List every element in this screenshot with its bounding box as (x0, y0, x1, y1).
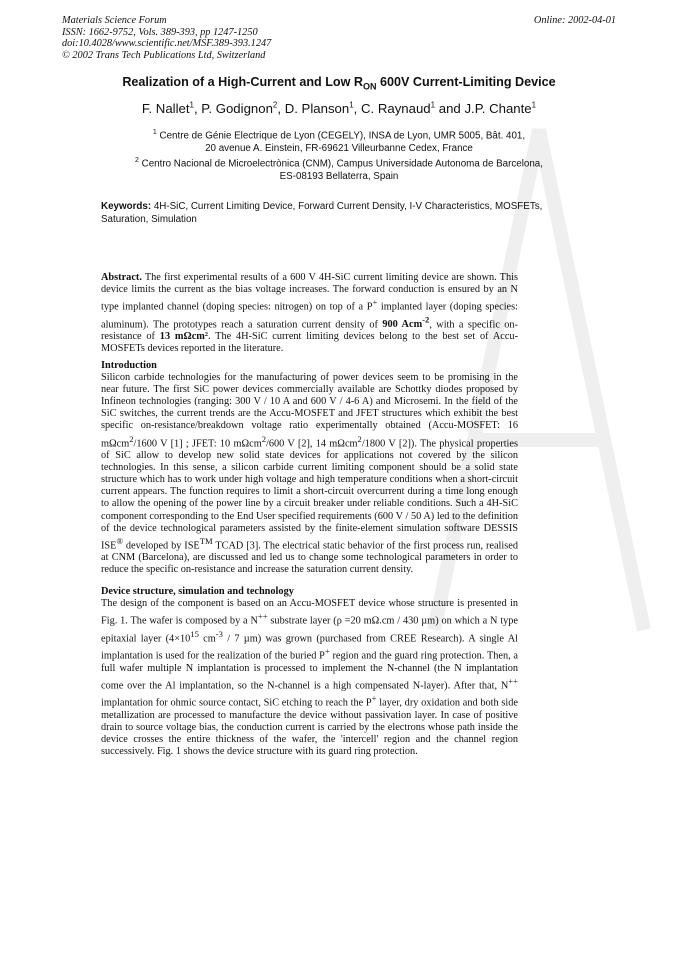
section-heading: Introduction (101, 360, 157, 371)
doi-link[interactable]: doi:10.4028/www.scientific.net/MSF.389-393.1247 (62, 38, 272, 49)
journal-header (62, 15, 271, 61)
paper-title: Realization of a High-Current and Low $R_{ON}$ 600V Current-Limiting Device (122, 75, 556, 92)
journal-name: Materials Science Forum (62, 15, 167, 26)
author: F. Nallet$^1$, (141, 101, 202, 117)
introduction-paragraph: Silicon carbide technologies for the manufacturing of power devices seem to be promising in the near future. The first SiC power devices commercially available are Schottky diodes proposed by Infineon technologies (ranging: 300 V / 10 A and 600 V / 4-6 A) and Microsemi. In the field of the SiC switches, the current trends are the Accu-MOSFET and JFET structures which exhibit the best specific on-resistance/breakdown voltage ratio experimentally obtained (Accu-MOSFET: 16 mΩcm$^2$/1600 V [1] ; JFET: 10 mΩcm$^2$/600 V [2], 14 mΩcm$^2$/1800 V [2]). The physical properties of SiC allow to develop new solid state devices for applications not covered by the silicon technologies. In this sense, a silicon carbide current limiting component should be a solid state structure which has to work under high voltage and high temperature conditions when a short-circuit current appears. The function requires to limit a short-circuit overcurrent during a time long enough to allow the opening of the power line by a circuit breaker under reliable conditions. Such a 4H-SiC component corresponding to the End User specified requirements (600 V / 50 A) led to the definition of the device technological parameters assisted by the finite-element simulation software DESSIS ISE® developed by ISE™ TCAD [3]. The electrical static behavior of the first process run, realised at CNM (Barcelona), are discussed and led us to change some technological parameters in order to reduce the specific on-resistance and increase the saturation current density. (101, 372, 519, 576)
author: D. Planson$^1$, (284, 101, 361, 117)
issn-line: ISSN: 1662-9752, Vols. 389-393, pp 1247-1250 (62, 26, 258, 38)
author-list (60, 101, 618, 116)
keywords: Keywords: 4H-SiC, Current Limiting Device, Forward Current Density, I-V Characteristics, MOSFETs, Saturation, Simulation (101, 201, 543, 225)
device-paragraph: The design of the component is based on an Accu-MOSFET device whose structure is presented in Fig. 1. The wafer is composed by a N++ substrate layer (ρ =20 mΩ.cm / 430 µm) on which a N type epitaxial layer ($4\times 10^{15}$ $cm^{-3} / 7$ µm) was grown (purchased from CREE Research). A single Al implantation is used for the realization of the buried P+ region and the guard ring protection. Then, a full wafer multiple N implantation is processed to implement the N-channel (the N implantation come over the Al implantation, so the N-channel is a high compensated N-layer). After that, N++ implantation for ohmic source contact, SiC etching to reach the P+ layer, dry oxidation and both side metallization are processed to manufacture the device without passivation layer. In case of positive drain to source voltage bias, the conduction current is carried by the electrons whose path inside the device crosses the entire thickness of the wafer, the 'intercell' region and the channel region successively. Fig. 1 shows the device structure with its guard ring protection. (101, 598, 519, 758)
author: J.P. Chante$^1$ (464, 101, 537, 117)
introduction-section (101, 360, 518, 576)
online-date: Online: 2002-04-01 (533, 15, 616, 26)
author: P. Godignon$^2$, (201, 101, 285, 117)
section-heading: Device structure, simulation and technology (101, 586, 294, 597)
affiliation-2: $^2$ Centro Nacional de Microelectrònica (CNM), Campus Universidade Autonoma de Barcelona, ES-08193 Bellaterra, Spain (135, 157, 543, 182)
device-structure-section (101, 586, 518, 758)
copyright-line: © 2002 Trans Tech Publications Ltd, Switzerland (62, 49, 266, 61)
abstract: Abstract. The first experimental results of a 600 V 4H-SiC current limiting device are shown. This device limits the current as the bias voltage increases. The forward conduction is ensured by an N type implanted channel (doping species: nitrogen) on top of a P+ implanted layer (doping species: aluminum). The prototypes reach a saturation current density of 900 Acm$^{-2}$, with a specific on-resistance of 13 mΩcm². The 4H-SiC current limiting devices belong to the best set of Accu-MOSFETs devices reported in the literature. (101, 272, 518, 355)
author: C. Raynaud$^1$ and (361, 101, 465, 117)
affiliation-1: $^1$ Centre de Génie Electrique de Lyon (CEGELY), INSA de Lyon, UMR 5005, Bât. 401, 20 avenue A. Einstein, FR-69621 Villeurbanne Cedex, France (152, 129, 526, 154)
